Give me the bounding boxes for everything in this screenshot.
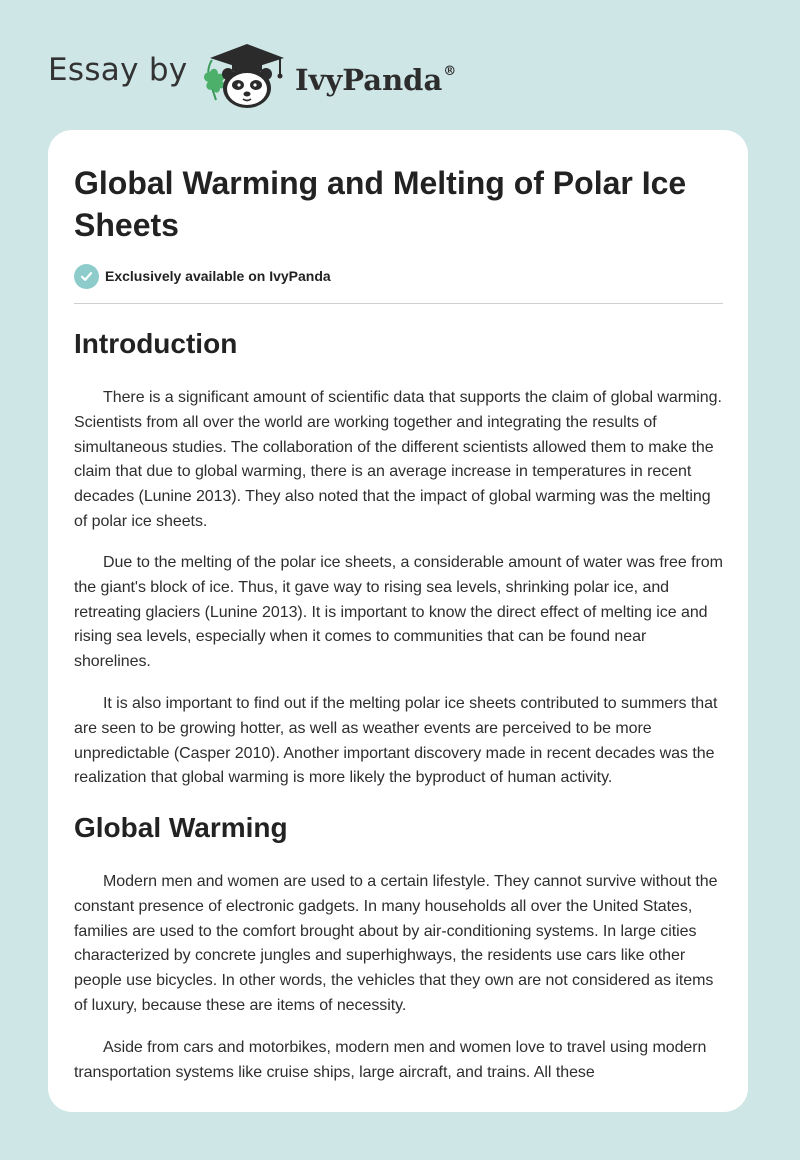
essay-card [48, 130, 748, 1112]
paragraph: Aside from cars and motorbikes, modern men and women love to travel using modern transportation systems like cruise ships, large aircraft, and trains. All these [74, 1039, 707, 1081]
ivy-leaf-icon [204, 60, 225, 100]
panda-head [222, 68, 272, 108]
section-heading-introduction: Introduction [74, 328, 238, 359]
registered-mark: ® [443, 64, 457, 79]
site-header [0, 0, 800, 125]
divider [74, 303, 723, 304]
paragraph: There is a significant amount of scientific data that supports the claim of global warming. Scientists from all over the world are working together and integrating the results of simultaneous studies. The collaboration of the different scientists allowed them to make the claim that due to global warming, there is an average increase in temperatures in recent decades (Lunine 2013). They also noted that the impact of global warming was the melting of polar ice sheets. [74, 389, 722, 530]
exclusive-badge [74, 262, 331, 290]
brand-name-text: IvyPanda [295, 63, 443, 97]
check-circle-icon [74, 264, 99, 289]
paragraph: Due to the melting of the polar ice sheets, a considerable amount of water was free from the giant's block of ice. Thus, it gave way to rising sea levels, shrinking polar ice, and retreating glaciers (Lunine 2013). It is important to know the direct effect of melting ice and rising sea levels, especially when it comes to communities that can be found near shorelines. [74, 554, 723, 671]
exclusive-label: Exclusively available on IvyPanda [105, 268, 331, 284]
brand-name[interactable] [295, 54, 456, 98]
essay-by-label: Essay by [48, 52, 188, 88]
panda-graduation-cap-icon[interactable] [200, 36, 292, 110]
essay-title: Global Warming and Melting of Polar Ice Sheets [74, 165, 687, 243]
paragraph: It is also important to find out if the melting polar ice sheets contributed to summers that are seen to be growing hotter, as well as weather events are perceived to be more unpredictable (Casper 2010). Another important discovery made in recent decades was the realization that global warming is more likely the byproduct of human activity. [74, 695, 718, 787]
section-heading-global-warming: Global Warming [74, 812, 288, 843]
paragraph: Modern men and women are used to a certain lifestyle. They cannot survive without the constant presence of electronic gadgets. In many households all over the United States, families are used to the comfort brought about by air-conditioning systems. In large cities characterized by concrete jungles and superhighways, the residents use cars like other people use bicycles. In other words, the vehicles that they own are not considered as items of luxury, because these are items of necessity. [74, 873, 718, 1014]
